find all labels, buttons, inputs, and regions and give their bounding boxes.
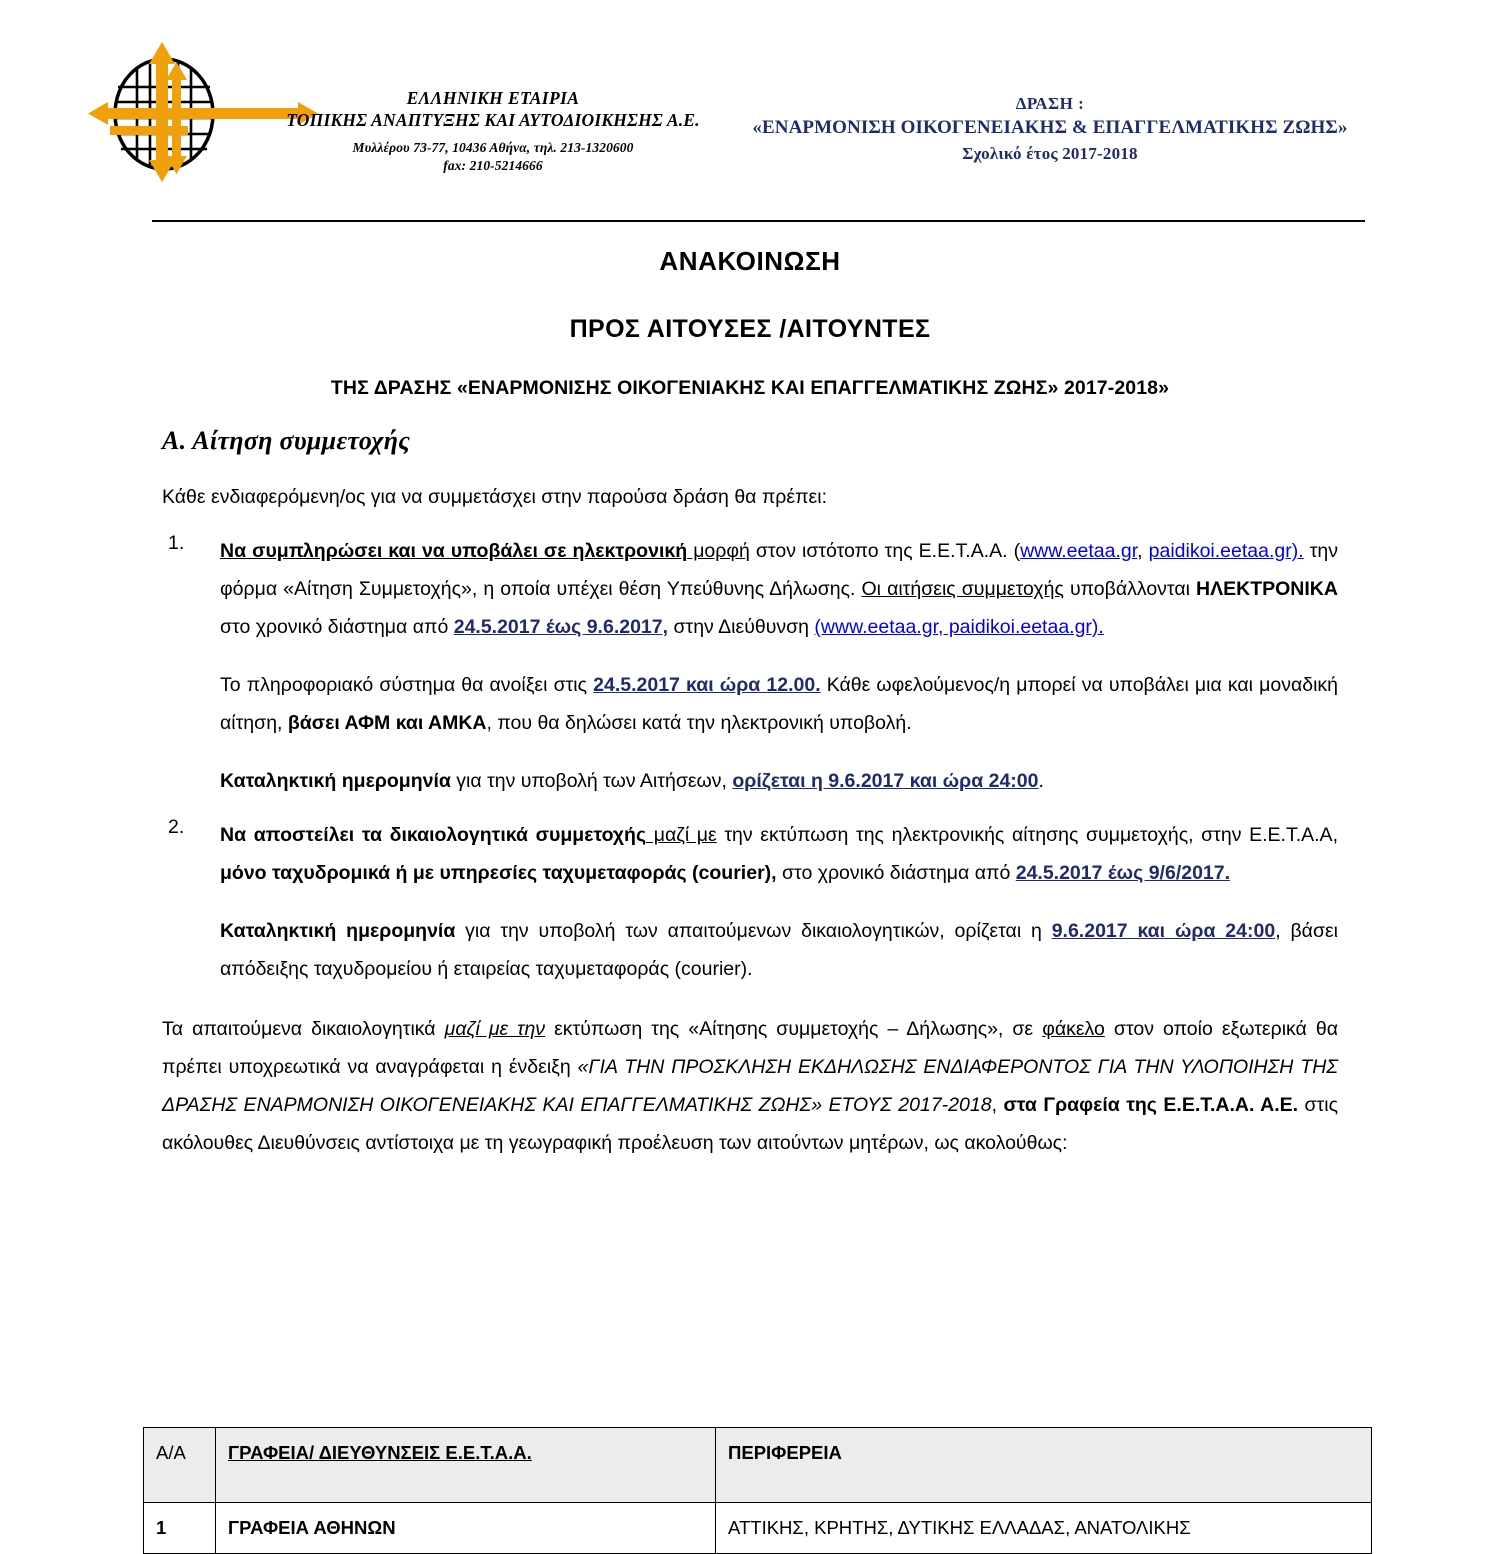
link-both-sites[interactable]: (www.eetaa.gr, paidikoi.eetaa.gr). bbox=[814, 616, 1104, 639]
offices-table bbox=[143, 1427, 1372, 1554]
list-item bbox=[162, 532, 1338, 800]
item1-deadline-datetime: ορίζεται η 9.6.2017 και ώρα 24:00 bbox=[732, 770, 1039, 793]
item2-u1: μαζί με bbox=[646, 824, 717, 847]
list-item-number: 2. bbox=[168, 816, 185, 839]
item2-deadline-label: Καταληκτική ημερομηνία bbox=[220, 920, 456, 943]
item2-b1: μόνο ταχυδρομικά ή με υπηρεσίες ταχυμεταφοράς (courier), bbox=[220, 862, 777, 885]
requirements-list bbox=[162, 532, 1338, 988]
closing-offices-bold: στα Γραφεία της Ε.Ε.Τ.Α.Α. Α.Ε. bbox=[1003, 1094, 1299, 1117]
item2-paragraph-2 bbox=[220, 912, 1338, 988]
table-header-offices bbox=[216, 1428, 716, 1503]
item2-mailing-dates: 24.5.2017 έως 9/6/2017. bbox=[1015, 862, 1231, 885]
section-a-heading: Α. Αίτηση συμμετοχής bbox=[162, 426, 411, 455]
item2-lead: Να αποστείλει τα δικαιολογητικά συμμετοχής bbox=[220, 824, 647, 847]
item1-submission-dates: 24.5.2017 έως 9.6.2017, bbox=[453, 616, 669, 639]
page-subtitle: ΠΡΟΣ ΑΙΤΟΥΣΕΣ /ΑΙΤΟΥΝΤΕΣ bbox=[569, 315, 931, 343]
closing-d: , bbox=[991, 1094, 1004, 1117]
item1-paragraph-2 bbox=[220, 666, 1338, 742]
page-title-third: ΤΗΣ ΔΡΑΣΗΣ «ΕΝΑΡΜΟΝΙΣΗΣ ΟΙΚΟΓΕΝΙΑΚΗΣ ΚΑΙ ΕΠΑΓΓΕΛΜΑΤΙΚΗΣ ΖΩΗΣ» 2017-2018» bbox=[330, 377, 1170, 399]
page-title: ΑΝΑΚΟΙΝΩΣΗ bbox=[659, 246, 841, 276]
item1-t4: την φόρμα «Αίτηση Συμμετοχής», η οποία υπέχει θέση Υπεύθυνης Δήλωσης. bbox=[220, 540, 1338, 601]
org-fax-line: fax: 210-5214666 bbox=[443, 157, 543, 173]
item1-p2c: , που θα δηλώσει κατά την ηλεκτρονική υποβολή. bbox=[486, 712, 912, 735]
item1-t3: , bbox=[1137, 540, 1149, 563]
item2-t2: στο χρονικό διάστημα από bbox=[776, 862, 1016, 885]
action-title: «ΕΝΑΡΜΟΝΙΣΗ ΟΙΚΟΓΕΝΕΙΑΚΗΣ & ΕΠΑΓΓΕΛΜΑΤΙΚΗΣ ΖΩΗΣ» bbox=[752, 117, 1348, 139]
item1-lead: Να συμπληρώσει και να υποβάλει σε ηλεκτρονική bbox=[220, 540, 688, 563]
item1-u1: Οι αιτήσεις συμμετοχής bbox=[861, 578, 1064, 601]
org-name-line-1: ΕΛΛΗΝΙΚΗ ΕΤΑΙΡΙΑ bbox=[406, 88, 580, 108]
closing-u1: μαζί με την bbox=[444, 1018, 546, 1041]
item2-p2a: για την υποβολή των απαιτούμενων δικαιολογητικών, ορίζεται η bbox=[455, 920, 1052, 943]
item1-p3a: για την υποβολή των Αιτήσεων, bbox=[450, 770, 733, 793]
table-header-region: ΠΕΡΙΦΕΡΕΙΑ bbox=[716, 1428, 1372, 1503]
item1-t5: υποβάλλονται bbox=[1063, 578, 1197, 601]
link-eetaa-gr[interactable]: www.eetaa.gr bbox=[1020, 540, 1138, 563]
table-header-aa: Α/Α bbox=[144, 1428, 216, 1503]
org-name-line-2: ΤΟΠΙΚΗΣ ΑΝΑΠΤΥΞΗΣ ΚΑΙ ΑΥΤΟΔΙΟΙΚΗΣΗΣ Α.Ε. bbox=[286, 110, 700, 131]
section-a-intro: Κάθε ενδιαφερόμενη/ος για να συμμετάσχει στην παρούσα δράση θα πρέπει: bbox=[162, 486, 827, 508]
table-cell-office: ΓΡΑΦΕΙΑ ΑΘΗΝΩΝ bbox=[216, 1503, 716, 1554]
list-item-body bbox=[220, 532, 1338, 800]
link-paidikoi-eetaa-gr[interactable]: paidikoi.eetaa.gr). bbox=[1148, 540, 1304, 563]
list-item bbox=[162, 816, 1338, 988]
table-cell-number: 1 bbox=[144, 1503, 216, 1554]
organization-name bbox=[278, 87, 708, 174]
closing-a: Τα απαιτούμενα δικαιολογητικά bbox=[162, 1018, 445, 1041]
letterhead bbox=[0, 0, 1500, 200]
closing-c: στον οποίο εξωτερικά θα πρέπει υποχρεωτικά να αναγράφεται η ένδειξη bbox=[162, 1018, 1338, 1079]
closing-b: εκτύπωση της «Αίτησης συμμετοχής – Δήλωσης», σε bbox=[545, 1018, 1043, 1041]
item1-paragraph-1 bbox=[220, 532, 1338, 646]
table-header-offices-text: ΓΡΑΦΕΙΑ/ ΔΙΕΥΘΥΝΣΕΙΣ Ε.Ε.Τ.Α.Α. bbox=[228, 1442, 532, 1463]
item1-deadline-label: Καταληκτική ημερομηνία bbox=[220, 770, 451, 793]
action-label: ΔΡΑΣΗ : bbox=[1015, 94, 1085, 113]
item1-p2a: Το πληροφοριακό σύστημα θα ανοίξει στις bbox=[220, 674, 594, 697]
action-header bbox=[700, 92, 1400, 165]
table-header-row bbox=[144, 1428, 1372, 1503]
item2-deadline-datetime: 9.6.2017 και ώρα 24:00 bbox=[1051, 920, 1276, 943]
list-item-body bbox=[220, 816, 1338, 988]
offices-table-container bbox=[143, 1427, 1371, 1554]
item1-t2: στον ιστότοπο της Ε.Ε.Τ.Α.Α. ( bbox=[749, 540, 1021, 563]
table-row bbox=[144, 1503, 1372, 1554]
header-divider bbox=[152, 220, 1365, 222]
item1-t1: μορφή bbox=[687, 540, 750, 563]
item2-paragraph-1 bbox=[220, 816, 1338, 892]
organization-logo-block bbox=[88, 42, 708, 182]
item1-p3b: . bbox=[1038, 770, 1044, 793]
table-header bbox=[144, 1428, 1372, 1503]
table-cell-region: ΑΤΤΙΚΗΣ, ΚΡΗΤΗΣ, ΔΥΤΙΚΗΣ ΕΛΛΑΔΑΣ, ΑΝΑΤΟΛΙΚΗΣ bbox=[716, 1503, 1372, 1554]
item1-afm-amka: βάσει ΑΦΜ και ΑΜΚΑ bbox=[287, 712, 487, 735]
item1-t6: στο χρονικό διάστημα από bbox=[220, 616, 454, 639]
list-item-number: 1. bbox=[168, 532, 185, 555]
closing-e: στις ακόλουθες Διευθύνσεις αντίστοιχα με τη γεωγραφική προέλευση των αιτούντων μητέρων, ως ακολούθως: bbox=[162, 1094, 1338, 1155]
org-address-line-1: Μυλλέρου 73-77, 10436 Αθήνα, τηλ. 213-1320600 bbox=[352, 139, 634, 155]
document-body bbox=[0, 232, 1500, 1162]
item2-t1: την εκτύπωση της ηλεκτρονικής αίτησης συμμετοχής, στην Ε.Ε.Τ.Α.Α, bbox=[716, 824, 1338, 847]
item1-open-datetime: 24.5.2017 και ώρα 12.00. bbox=[593, 674, 821, 697]
item1-t7: στην Διεύθυνση bbox=[668, 616, 815, 639]
closing-envelope-marking: «ΓΙΑ ΤΗΝ ΠΡΟΣΚΛΗΣΗ ΕΚΔΗΛΩΣΗΣ ΕΝΔΙΑΦΕΡΟΝΤΟΣ ΓΙΑ ΤΗΝ ΥΛΟΠΟΙΗΣΗ ΤΗΣ ΔΡΑΣΗΣ ΕΝΑΡΜΟΝΙΣΗ ΟΙΚΟΓΕΝΕΙΑΚΗΣ ΚΑΙ ΕΠΑΓΓΕΛΜΑΤΙΚΗΣ ΖΩΗΣ» ΕΤΟΥΣ 2017-2018 bbox=[162, 1056, 1338, 1117]
closing-paragraph bbox=[162, 1010, 1338, 1162]
item1-paragraph-3 bbox=[220, 762, 1338, 800]
table-body bbox=[144, 1503, 1372, 1554]
closing-u2: φάκελο bbox=[1042, 1018, 1105, 1041]
item1-b1: ΗΛΕΚΤΡΟΝΙΚΑ bbox=[1196, 578, 1338, 601]
school-year: Σχολικό έτος 2017-2018 bbox=[962, 143, 1138, 163]
item2-p2b: , βάσει απόδειξης ταχυδρομείου ή εταιρείας ταχυμεταφοράς (courier). bbox=[220, 920, 1339, 981]
item1-p2b: Κάθε ωφελούμενος/η μπορεί να υποβάλει μια και μοναδική αίτηση, bbox=[220, 674, 1339, 735]
